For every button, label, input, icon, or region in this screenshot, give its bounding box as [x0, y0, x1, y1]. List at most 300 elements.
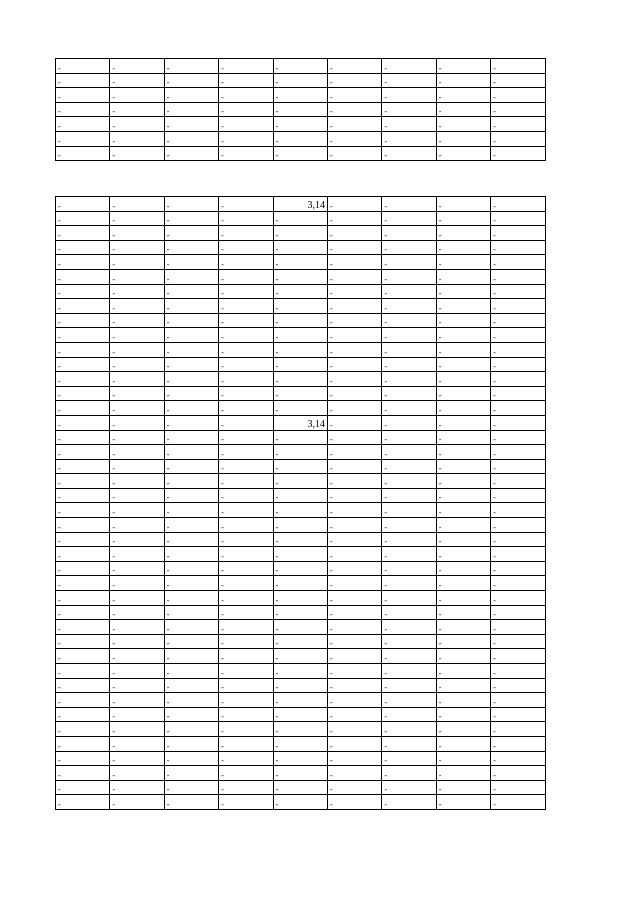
table-cell[interactable]: -	[273, 226, 327, 241]
table-cell[interactable]: -	[273, 576, 327, 591]
table-cell[interactable]: -	[382, 386, 436, 401]
table-cell[interactable]: -	[436, 736, 490, 751]
table-cell[interactable]: -	[491, 226, 545, 241]
table-cell[interactable]: -	[436, 430, 490, 445]
table-cell[interactable]: -	[56, 736, 110, 751]
table-cell[interactable]: -	[436, 459, 490, 474]
table-cell[interactable]: -	[327, 547, 381, 562]
table-cell[interactable]: -	[56, 649, 110, 664]
table-cell[interactable]: -	[382, 342, 436, 357]
table-cell[interactable]: -	[327, 474, 381, 489]
table-cell[interactable]: -	[164, 240, 218, 255]
table-cell[interactable]: -	[219, 780, 273, 795]
table-cell[interactable]: -	[164, 532, 218, 547]
table-cell[interactable]: -	[273, 255, 327, 270]
table-cell[interactable]: -	[491, 430, 545, 445]
table-cell[interactable]: -	[110, 415, 164, 430]
table-cell[interactable]: -	[219, 131, 273, 146]
table-cell[interactable]: -	[491, 547, 545, 562]
table-cell[interactable]: -	[436, 664, 490, 679]
table-cell[interactable]: -	[273, 401, 327, 416]
table-cell[interactable]: -	[110, 693, 164, 708]
table-cell[interactable]: -	[382, 240, 436, 255]
table-cell[interactable]: -	[382, 313, 436, 328]
table-cell[interactable]: -	[110, 226, 164, 241]
table-cell[interactable]: -	[110, 117, 164, 132]
table-cell[interactable]: -	[436, 357, 490, 372]
table-cell[interactable]: -	[219, 146, 273, 161]
table-cell[interactable]: -	[436, 780, 490, 795]
table-cell[interactable]: -	[327, 576, 381, 591]
table-cell[interactable]: -	[164, 503, 218, 518]
table-cell[interactable]: -	[436, 766, 490, 781]
table-cell[interactable]: -	[219, 299, 273, 314]
table-cell[interactable]: -	[56, 386, 110, 401]
table-cell[interactable]: -	[491, 146, 545, 161]
table-cell[interactable]: -	[56, 693, 110, 708]
table-cell[interactable]: -	[164, 561, 218, 576]
table-cell[interactable]: -	[491, 269, 545, 284]
table-cell[interactable]: -	[327, 73, 381, 88]
table-cell[interactable]: -	[110, 605, 164, 620]
table-cell[interactable]: -	[273, 131, 327, 146]
table-cell[interactable]: -	[110, 459, 164, 474]
table-cell[interactable]: -	[382, 88, 436, 103]
table-cell[interactable]: -	[273, 605, 327, 620]
table-cell[interactable]: -	[110, 313, 164, 328]
table-cell[interactable]: -	[56, 211, 110, 226]
table-cell[interactable]: -	[436, 88, 490, 103]
table-cell[interactable]: -	[219, 795, 273, 810]
table-cell[interactable]: -	[164, 131, 218, 146]
table-cell[interactable]: -	[382, 547, 436, 562]
table-cell[interactable]: -	[219, 518, 273, 533]
table-cell[interactable]: -	[56, 102, 110, 117]
table-cell[interactable]: -	[56, 88, 110, 103]
table-cell[interactable]: -	[164, 269, 218, 284]
table-cell[interactable]: -	[219, 415, 273, 430]
table-cell[interactable]: -	[56, 795, 110, 810]
table-cell[interactable]: -	[56, 357, 110, 372]
table-cell[interactable]: -	[327, 503, 381, 518]
table-cell[interactable]: -	[273, 117, 327, 132]
table-cell[interactable]: -	[164, 459, 218, 474]
table-cell[interactable]: -	[491, 386, 545, 401]
table-cell[interactable]: -	[56, 372, 110, 387]
table-cell[interactable]: -	[273, 474, 327, 489]
table-cell[interactable]: -	[56, 576, 110, 591]
table-cell[interactable]: 3,14	[273, 197, 327, 212]
table-cell[interactable]: -	[436, 131, 490, 146]
table-cell[interactable]: -	[327, 459, 381, 474]
table-cell[interactable]: -	[382, 299, 436, 314]
table-cell[interactable]: -	[110, 488, 164, 503]
table-cell[interactable]: -	[273, 649, 327, 664]
table-cell[interactable]: -	[56, 117, 110, 132]
table-cell[interactable]: -	[219, 342, 273, 357]
table-cell[interactable]: -	[491, 328, 545, 343]
table-cell[interactable]: -	[327, 284, 381, 299]
table-cell[interactable]: -	[164, 707, 218, 722]
table-cell[interactable]: -	[56, 313, 110, 328]
table-cell[interactable]: -	[219, 620, 273, 635]
table-cell[interactable]: -	[273, 386, 327, 401]
table-cell[interactable]: -	[273, 146, 327, 161]
table-cell[interactable]: -	[436, 693, 490, 708]
table-cell[interactable]: -	[219, 707, 273, 722]
table-cell[interactable]: -	[273, 102, 327, 117]
table-cell[interactable]: -	[382, 59, 436, 74]
table-cell[interactable]: -	[327, 117, 381, 132]
table-cell[interactable]: -	[56, 518, 110, 533]
table-cell[interactable]: -	[491, 117, 545, 132]
table-cell[interactable]: -	[219, 102, 273, 117]
table-cell[interactable]: -	[327, 313, 381, 328]
table-cell[interactable]: -	[164, 102, 218, 117]
table-cell[interactable]: -	[273, 736, 327, 751]
table-cell[interactable]: -	[436, 255, 490, 270]
table-cell[interactable]: -	[219, 591, 273, 606]
table-cell[interactable]: -	[110, 299, 164, 314]
table-cell[interactable]: -	[219, 751, 273, 766]
table-cell[interactable]: -	[56, 561, 110, 576]
table-cell[interactable]: -	[110, 634, 164, 649]
table-cell[interactable]: -	[56, 240, 110, 255]
table-cell[interactable]: -	[382, 269, 436, 284]
table-cell[interactable]: -	[327, 532, 381, 547]
table-cell[interactable]: -	[56, 269, 110, 284]
table-cell[interactable]: -	[219, 445, 273, 460]
table-cell[interactable]: -	[491, 131, 545, 146]
table-cell[interactable]: -	[219, 372, 273, 387]
table-cell[interactable]: -	[436, 240, 490, 255]
table-cell[interactable]: -	[327, 591, 381, 606]
table-cell[interactable]: -	[164, 649, 218, 664]
table-cell[interactable]: -	[327, 197, 381, 212]
table-cell[interactable]: -	[56, 722, 110, 737]
table-cell[interactable]: -	[110, 255, 164, 270]
table-cell[interactable]: -	[382, 591, 436, 606]
table-cell[interactable]: -	[110, 211, 164, 226]
table-cell[interactable]: -	[110, 678, 164, 693]
table-cell[interactable]: -	[327, 795, 381, 810]
table-cell[interactable]: -	[273, 73, 327, 88]
table-cell[interactable]: -	[273, 722, 327, 737]
table-cell[interactable]: -	[219, 430, 273, 445]
table-cell[interactable]: -	[382, 226, 436, 241]
table-cell[interactable]: -	[436, 445, 490, 460]
table-cell[interactable]: -	[382, 736, 436, 751]
table-cell[interactable]: -	[164, 386, 218, 401]
table-cell[interactable]: -	[436, 372, 490, 387]
table-cell[interactable]: -	[164, 736, 218, 751]
table-cell[interactable]: -	[382, 503, 436, 518]
table-cell[interactable]: -	[110, 751, 164, 766]
table-cell[interactable]: -	[382, 722, 436, 737]
table-cell[interactable]: -	[436, 678, 490, 693]
table-cell[interactable]: -	[56, 488, 110, 503]
table-cell[interactable]: -	[327, 88, 381, 103]
table-cell[interactable]: -	[219, 532, 273, 547]
table-cell[interactable]: -	[273, 342, 327, 357]
table-cell[interactable]: -	[110, 357, 164, 372]
table-cell[interactable]: -	[164, 430, 218, 445]
table-cell[interactable]: -	[436, 197, 490, 212]
table-cell[interactable]: -	[491, 240, 545, 255]
table-cell[interactable]: -	[382, 73, 436, 88]
table-cell[interactable]: -	[491, 313, 545, 328]
table-cell[interactable]: -	[436, 503, 490, 518]
table-cell[interactable]: -	[110, 561, 164, 576]
table-cell[interactable]: -	[164, 73, 218, 88]
table-cell[interactable]: -	[219, 269, 273, 284]
table-cell[interactable]: -	[164, 146, 218, 161]
table-cell[interactable]: -	[56, 328, 110, 343]
table-cell[interactable]: -	[164, 313, 218, 328]
table-cell[interactable]: 3,14	[273, 415, 327, 430]
table-cell[interactable]: -	[327, 328, 381, 343]
table-cell[interactable]: -	[273, 459, 327, 474]
table-cell[interactable]: -	[436, 634, 490, 649]
table-cell[interactable]: -	[491, 445, 545, 460]
table-cell[interactable]: -	[327, 342, 381, 357]
table-cell[interactable]: -	[56, 430, 110, 445]
table-cell[interactable]: -	[56, 415, 110, 430]
table-cell[interactable]: -	[56, 766, 110, 781]
table-cell[interactable]: -	[382, 488, 436, 503]
table-cell[interactable]: -	[164, 722, 218, 737]
table-cell[interactable]: -	[491, 73, 545, 88]
table-cell[interactable]: -	[491, 707, 545, 722]
table-cell[interactable]: -	[327, 445, 381, 460]
table-cell[interactable]: -	[382, 576, 436, 591]
table-cell[interactable]: -	[491, 591, 545, 606]
table-cell[interactable]: -	[56, 591, 110, 606]
table-cell[interactable]: -	[273, 284, 327, 299]
table-cell[interactable]: -	[56, 605, 110, 620]
table-cell[interactable]: -	[110, 707, 164, 722]
table-cell[interactable]: -	[164, 576, 218, 591]
table-cell[interactable]: -	[436, 561, 490, 576]
table-cell[interactable]: -	[382, 561, 436, 576]
table-cell[interactable]: -	[491, 284, 545, 299]
table-cell[interactable]: -	[273, 211, 327, 226]
table-cell[interactable]: -	[436, 518, 490, 533]
table-cell[interactable]: -	[382, 401, 436, 416]
table-cell[interactable]: -	[273, 766, 327, 781]
table-cell[interactable]: -	[219, 226, 273, 241]
table-cell[interactable]: -	[56, 284, 110, 299]
table-cell[interactable]: -	[219, 693, 273, 708]
table-cell[interactable]: -	[436, 342, 490, 357]
table-cell[interactable]: -	[491, 488, 545, 503]
table-cell[interactable]: -	[436, 751, 490, 766]
table-cell[interactable]: -	[110, 88, 164, 103]
table-cell[interactable]: -	[382, 430, 436, 445]
table-cell[interactable]: -	[273, 328, 327, 343]
table-cell[interactable]: -	[110, 620, 164, 635]
table-cell[interactable]: -	[219, 664, 273, 679]
table-cell[interactable]: -	[491, 795, 545, 810]
table-cell[interactable]: -	[110, 102, 164, 117]
table-cell[interactable]: -	[327, 518, 381, 533]
table-cell[interactable]: -	[110, 766, 164, 781]
table-cell[interactable]: -	[491, 415, 545, 430]
table-cell[interactable]: -	[382, 649, 436, 664]
table-cell[interactable]: -	[327, 751, 381, 766]
table-cell[interactable]: -	[164, 299, 218, 314]
table-cell[interactable]: -	[436, 146, 490, 161]
table-cell[interactable]: -	[110, 146, 164, 161]
table-cell[interactable]: -	[327, 722, 381, 737]
table-cell[interactable]: -	[491, 664, 545, 679]
table-cell[interactable]: -	[110, 284, 164, 299]
table-cell[interactable]: -	[110, 59, 164, 74]
table-cell[interactable]: -	[327, 664, 381, 679]
table-cell[interactable]: -	[436, 313, 490, 328]
table-cell[interactable]: -	[327, 372, 381, 387]
table-cell[interactable]: -	[273, 634, 327, 649]
table-cell[interactable]: -	[164, 226, 218, 241]
table-cell[interactable]: -	[327, 488, 381, 503]
table-cell[interactable]: -	[491, 401, 545, 416]
table-cell[interactable]: -	[219, 88, 273, 103]
table-cell[interactable]: -	[219, 197, 273, 212]
table-cell[interactable]: -	[164, 372, 218, 387]
table-cell[interactable]: -	[273, 795, 327, 810]
table-cell[interactable]: -	[110, 342, 164, 357]
table-cell[interactable]: -	[436, 117, 490, 132]
table-cell[interactable]: -	[219, 117, 273, 132]
table-cell[interactable]: -	[382, 532, 436, 547]
table-cell[interactable]: -	[164, 88, 218, 103]
table-cell[interactable]: -	[164, 751, 218, 766]
table-cell[interactable]: -	[164, 474, 218, 489]
table-cell[interactable]: -	[327, 59, 381, 74]
table-cell[interactable]: -	[436, 488, 490, 503]
table-cell[interactable]: -	[164, 401, 218, 416]
table-cell[interactable]: -	[491, 561, 545, 576]
table-cell[interactable]: -	[273, 503, 327, 518]
table-cell[interactable]: -	[273, 240, 327, 255]
table-cell[interactable]: -	[164, 795, 218, 810]
table-cell[interactable]: -	[327, 240, 381, 255]
table-cell[interactable]: -	[164, 357, 218, 372]
table-cell[interactable]: -	[382, 146, 436, 161]
table-cell[interactable]: -	[219, 605, 273, 620]
table-cell[interactable]: -	[164, 620, 218, 635]
table-cell[interactable]: -	[327, 430, 381, 445]
table-cell[interactable]: -	[327, 102, 381, 117]
table-cell[interactable]: -	[110, 372, 164, 387]
table-cell[interactable]: -	[110, 503, 164, 518]
table-cell[interactable]: -	[164, 664, 218, 679]
table-cell[interactable]: -	[219, 73, 273, 88]
table-cell[interactable]: -	[491, 693, 545, 708]
table-cell[interactable]: -	[273, 488, 327, 503]
table-cell[interactable]: -	[164, 211, 218, 226]
table-cell[interactable]: -	[56, 131, 110, 146]
table-cell[interactable]: -	[219, 503, 273, 518]
table-cell[interactable]: -	[164, 59, 218, 74]
table-cell[interactable]: -	[219, 678, 273, 693]
table-cell[interactable]: -	[436, 269, 490, 284]
table-cell[interactable]: -	[56, 59, 110, 74]
table-cell[interactable]: -	[273, 269, 327, 284]
table-cell[interactable]: -	[56, 780, 110, 795]
table-cell[interactable]: -	[491, 102, 545, 117]
table-cell[interactable]: -	[491, 736, 545, 751]
table-cell[interactable]: -	[273, 299, 327, 314]
table-cell[interactable]: -	[273, 751, 327, 766]
table-cell[interactable]: -	[56, 401, 110, 416]
table-cell[interactable]: -	[56, 503, 110, 518]
table-cell[interactable]: -	[56, 445, 110, 460]
table-cell[interactable]: -	[110, 328, 164, 343]
table-cell[interactable]: -	[273, 532, 327, 547]
table-cell[interactable]: -	[164, 255, 218, 270]
table-cell[interactable]: -	[382, 766, 436, 781]
table-cell[interactable]: -	[327, 620, 381, 635]
table-cell[interactable]: -	[491, 299, 545, 314]
table-cell[interactable]: -	[219, 722, 273, 737]
table-cell[interactable]: -	[56, 226, 110, 241]
table-cell[interactable]: -	[382, 102, 436, 117]
table-cell[interactable]: -	[110, 795, 164, 810]
table-cell[interactable]: -	[273, 445, 327, 460]
table-cell[interactable]: -	[219, 401, 273, 416]
table-cell[interactable]: -	[219, 357, 273, 372]
table-cell[interactable]: -	[219, 59, 273, 74]
table-cell[interactable]: -	[327, 561, 381, 576]
table-cell[interactable]: -	[491, 518, 545, 533]
table-cell[interactable]: -	[382, 415, 436, 430]
table-cell[interactable]: -	[382, 357, 436, 372]
table-cell[interactable]: -	[491, 459, 545, 474]
table-cell[interactable]: -	[219, 284, 273, 299]
table-cell[interactable]: -	[56, 664, 110, 679]
table-cell[interactable]: -	[327, 255, 381, 270]
table-cell[interactable]: -	[219, 386, 273, 401]
table-cell[interactable]: -	[110, 269, 164, 284]
table-cell[interactable]: -	[491, 197, 545, 212]
table-cell[interactable]: -	[164, 488, 218, 503]
table-cell[interactable]: -	[382, 780, 436, 795]
table-cell[interactable]: -	[327, 211, 381, 226]
table-cell[interactable]: -	[436, 226, 490, 241]
table-cell[interactable]: -	[164, 766, 218, 781]
table-cell[interactable]: -	[382, 751, 436, 766]
table-cell[interactable]: -	[219, 634, 273, 649]
table-cell[interactable]: -	[327, 269, 381, 284]
table-cell[interactable]: -	[56, 197, 110, 212]
table-cell[interactable]: -	[491, 620, 545, 635]
table-cell[interactable]: -	[382, 372, 436, 387]
table-cell[interactable]: -	[491, 503, 545, 518]
table-cell[interactable]: -	[382, 459, 436, 474]
table-cell[interactable]: -	[327, 780, 381, 795]
table-cell[interactable]: -	[382, 131, 436, 146]
table-cell[interactable]: -	[110, 649, 164, 664]
table-cell[interactable]: -	[491, 634, 545, 649]
table-cell[interactable]: -	[164, 328, 218, 343]
table-cell[interactable]: -	[273, 547, 327, 562]
table-cell[interactable]: -	[164, 342, 218, 357]
table-cell[interactable]: -	[436, 386, 490, 401]
table-cell[interactable]: -	[436, 102, 490, 117]
table-cell[interactable]: -	[164, 693, 218, 708]
table-cell[interactable]: -	[382, 634, 436, 649]
